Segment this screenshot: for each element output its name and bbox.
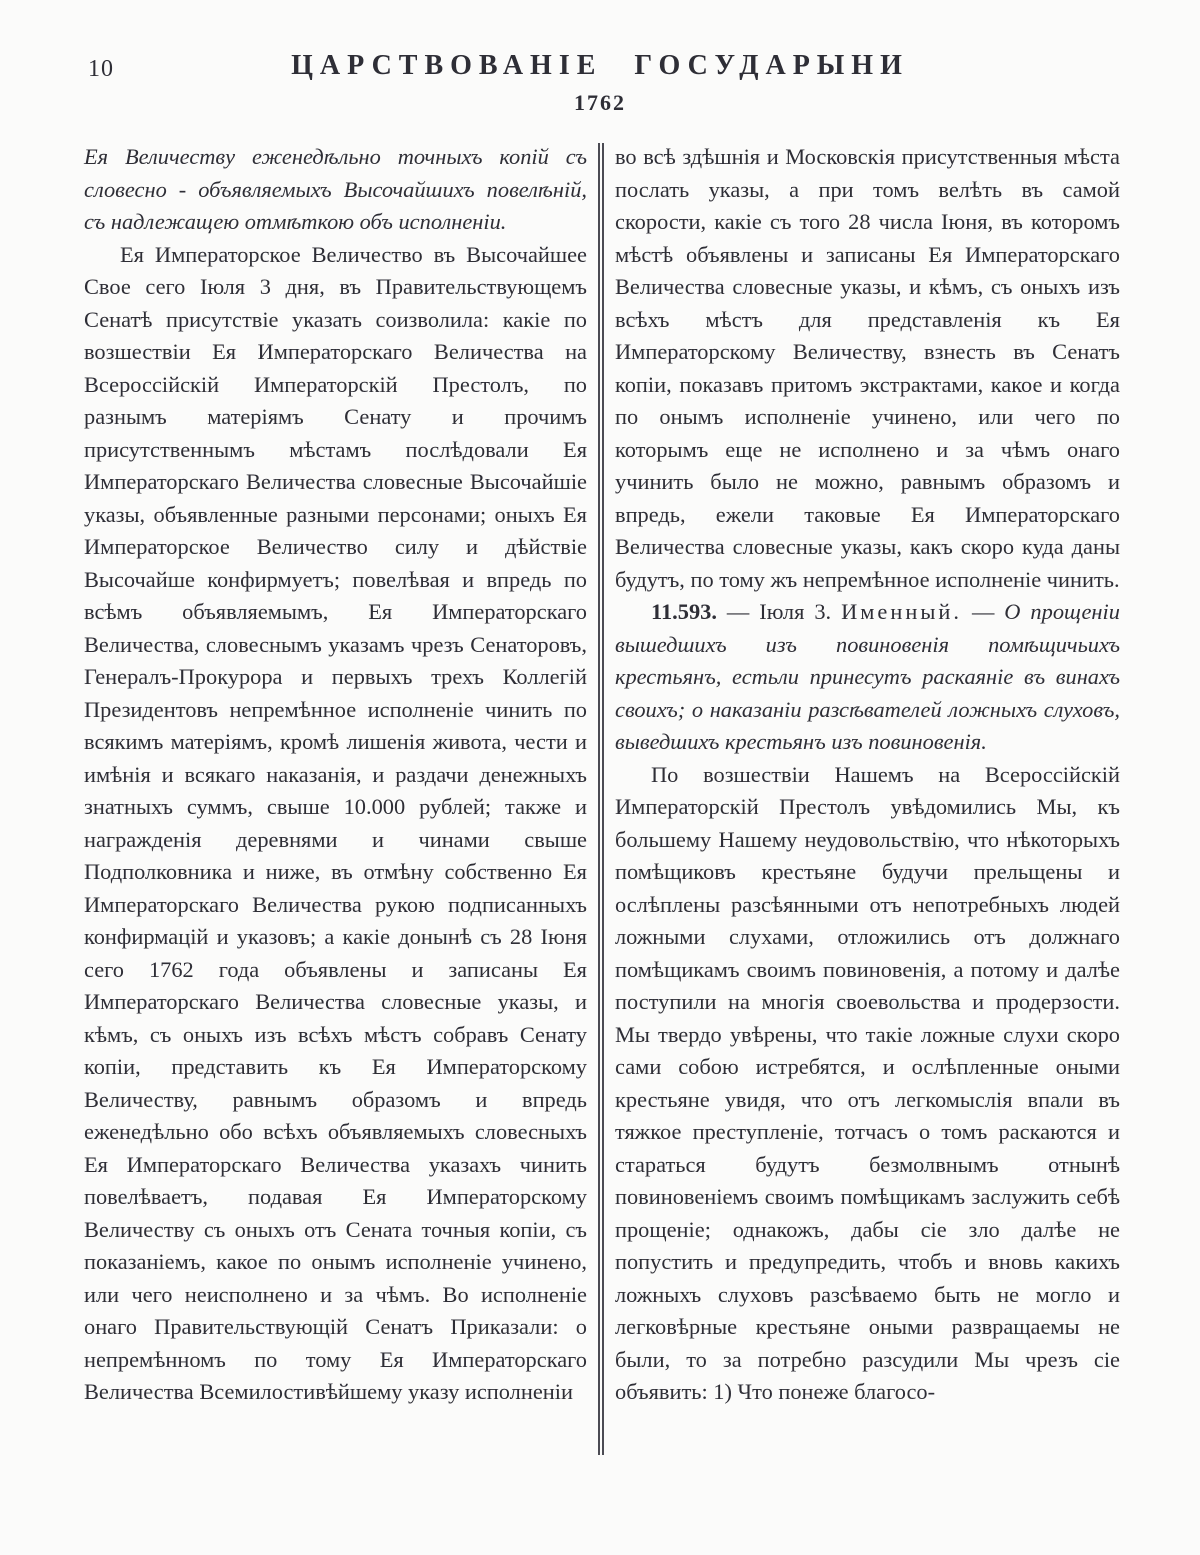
right-body-paragraph: По возшествіи Нашемъ на Всероссійскій Императорскій Престолъ увѣдомились Мы, къ большему Нашему неудовольствію, что нѣкоторыхъ помѣщиковъ крестьяне будучи прельщены и ослѣплены разсѣянными отъ непотребныхъ людей ложными слухами, отложились отъ должнаго помѣщикамъ своимъ повиновенія, а потому и далѣе поступили на многія своевольства и продерзости. Мы твердо увѣрены, что такіе ложные слухи скоро сами собою истребятся, и ослѣпленные оными крестьяне увидя, что отъ легкомыслія впали въ тяжкое преступленіе, тотчасъ о томъ раскаются и стараться будутъ безмолвнымъ отнынѣ повиновеніемъ своимъ помѣщикамъ заслужить себѣ прощеніе; однакожъ, дабы сіе зло далѣе не попустить и предупредить, чтобъ и вновь какихъ ложныхъ слуховъ разсѣваемо быть не могло и легковѣрные крестьяне оными развращаемы не были, то за потребно разсудили Мы чрезъ сіе объявить: 1) Что понеже благосо- (615, 761, 1120, 1404)
left-body-paragraph: Ея Императорское Величество въ Высочайшее Свое сего Іюля 3 дня, въ Правительствующемъ Сенатѣ присутствіе указать соизволила: какіе по возшествіи Ея Императорскаго Величества на Всероссійскій Императорскій Престолъ, по разнымъ матеріямъ Сенату и прочимъ присутственнымъ мѣстамъ послѣдовали Ея Императорскаго Величества словесные Высочайшіе указы, объявленные разными персонами; оныхъ Ея Императорское Величество силу и дѣйствіе Высочайше конфирмуетъ; повелѣвая и впредь по всѣмъ объявляемымъ, Ея Императорскаго Величества, словеснымъ указамъ чрезъ Сенаторовъ, Генералъ-Прокурора и первыхъ трехъ Коллегій Президентовъ непремѣнное исполненіе чинить по всякимъ матеріямъ, кромѣ лишенія живота, чести и имѣнія и всякаго наказанія, и раздачи денежныхъ знатныхъ суммъ, свыше 10.000 рублей; также и награжденія деревнями и чинами свыше Подполковника и ниже, въ отмѣну собственно Ея Императорскаго Величества рукою подписанныхъ конфирмацій и указовъ; а какіе донынѣ съ 28 Іюня сего 1762 года объявлены и записаны Ея Императорскаго Величества словесные указы, и кѣмъ, съ оныхъ изъ всѣхъ мѣстъ собравъ Сенату копіи, представить къ Ея Императорскому Величеству, равнымъ образомъ и впредь еженедѣльно обо всѣхъ объявляемыхъ словесныхъ Ея Императорскаго Величества указахъ чинить повелѣваетъ, подавая Ея Императорскому Величеству съ оныхъ отъ Сената точныя копіи, съ показаніемъ, какое по онымъ исполненіе учинено, или чего неисполнено и за чѣмъ. Во исполненіе онаго Правительствующій Сенатъ Приказали: о непремѣнномъ по тому Ея Императорскаго Величества Всемилостивѣйшему указу исполненіи (84, 241, 587, 1404)
entry-separator: — (726, 599, 750, 624)
year-header: 1762 (574, 90, 626, 115)
right-column (615, 141, 1120, 1489)
entry-heading (615, 596, 1120, 759)
running-title: ЦАРСТВОВАНІЕ ГОСУДАРЫНИ (291, 50, 909, 81)
column-divider (598, 143, 604, 1455)
left-continuation-paragraph: Ея Величеству еженедѣльно точныхъ копій съ словесно - объявляемыхъ Высочайшихъ повелѣній, съ надлежащею отмѣткою объ исполненіи. (84, 144, 587, 234)
entry-number: 11.593. (651, 599, 717, 624)
entry-date: Іюля 3. (759, 599, 832, 624)
entry-type: Именный. (841, 599, 962, 624)
text-columns (84, 141, 1120, 1489)
entry-title: О прощеніи вышедшихъ изъ повиновенія помѣщичьихъ крестьянъ, естьли принесутъ раскаяніе въ винахъ своихъ; о наказаніи разсѣвателей ложныхъ слуховъ, выведшихъ крестьянъ изъ повиновенія. (615, 599, 1120, 754)
left-column (84, 141, 587, 1489)
page-header (0, 50, 1200, 116)
entry-separator-2: — (971, 599, 995, 624)
right-continuation-paragraph: во всѣ здѣшнія и Московскія присутственныя мѣста послать указы, а при томъ велѣть въ самой скорости, какіе съ того 28 числа Іюня, въ которомъ мѣстѣ объявлены и записаны Ея Императорскаго Величества словесные указы, и кѣмъ, съ оныхъ изъ всѣхъ мѣстъ для представленія къ Ея Императорскому Величеству, взнесть въ Сенатъ копіи, показавъ притомъ экстрактами, какое и когда по онымъ исполненіе учинено, или чего по которымъ еще не исполнено и за чѣмъ онаго учинить было не можно, равнымъ образомъ и впредь, ежели таковые Ея Императорскаго Величества словесные указы, какъ скоро куда даны будутъ, по тому жъ непремѣнное исполненіе чинить. (615, 144, 1120, 592)
page-number: 10 (88, 56, 114, 82)
